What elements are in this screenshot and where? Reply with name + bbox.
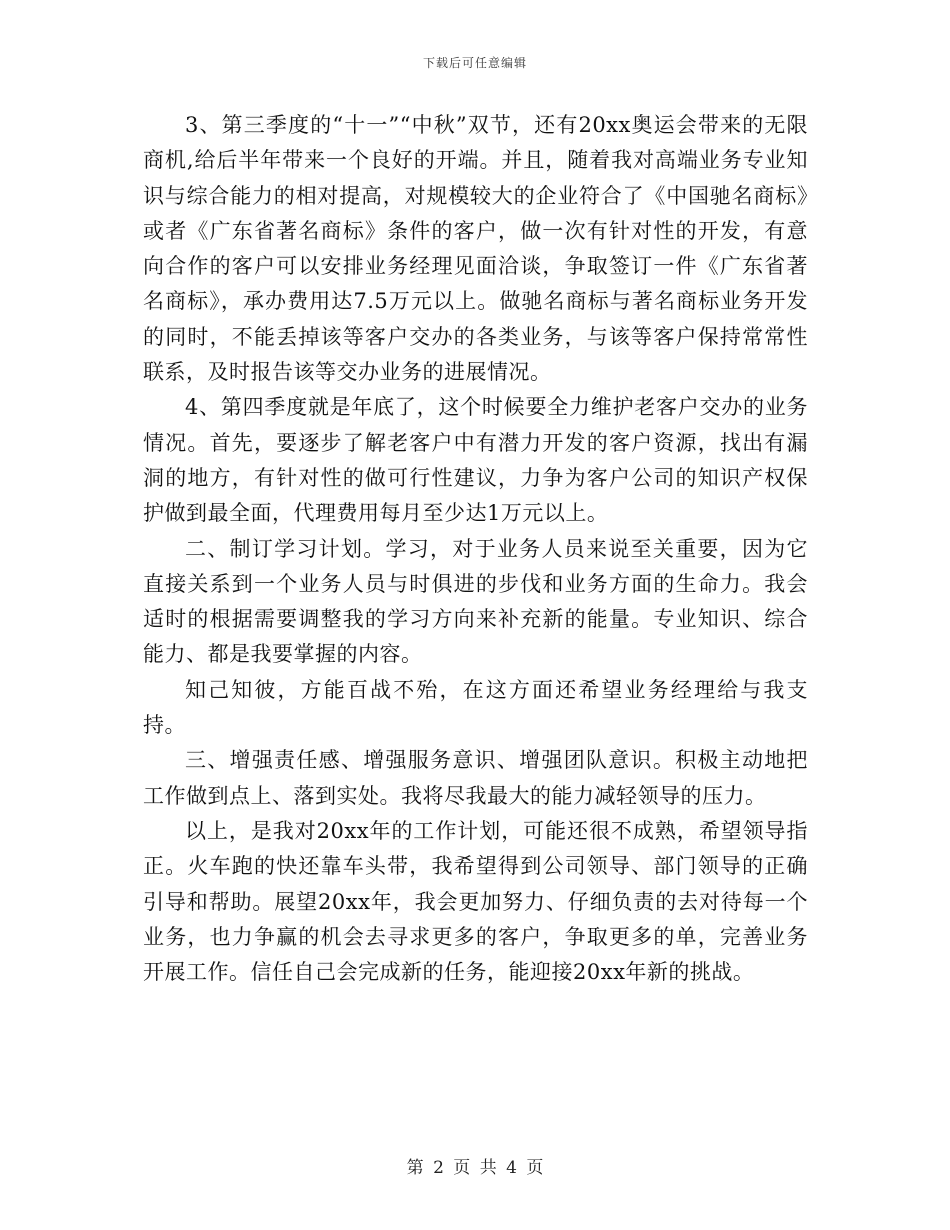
paragraph-know-yourself: 知己知彼，方能百战不殆，在这方面还希望业务经理给与我支持。 xyxy=(143,677,808,738)
page-header-note: 下载后可任意编辑 xyxy=(422,56,527,70)
paragraph-q3-plan: 3、第三季度的“十一”“中秋”双节，还有20xx奥运会带来的无限商机,给后半年带来一个良好的开端。并且，随着我对高端业务专业知识与综合能力的相对提高，对规模较大的企业符合了《中国驰名商标》或者《广东省著名商标》条件的客户，做一次有针对性的开发，有意向合作的客户可以安排业务经理见面洽谈，争取签订一件《广东省著名商标》，承办费用达7.5万元以上。做驰名商标与著名商标业务开发的同时，不能丢掉该等客户交办的各类业务，与该等客户保持常常性联系，及时报告该等交办业务的进展情况。 xyxy=(143,113,808,385)
document-body xyxy=(143,108,808,990)
paragraph-conclusion: 以上，是我对20xx年的工作计划，可能还很不成熟，希望领导指正。火车跑的快还靠车头带，我希望得到公司领导、部门领导的正确引导和帮助。展望20xx年，我会更加努力、仔细负责的去对待每一个业务，也力争赢的机会去寻求更多的客户，争取更多的单，完善业务开展工作。信任自己会完成新的任务，能迎接20xx年新的挑战。 xyxy=(143,818,808,985)
paragraph-study-plan: 二、制订学习计划。学习，对于业务人员来说至关重要，因为它直接关系到一个业务人员与时俱进的步伐和业务方面的生命力。我会适时的根据需要调整我的学习方向来补充新的能量。专业知识、综合能力、都是我要掌握的内容。 xyxy=(143,536,808,667)
paragraph-responsibility: 三、增强责任感、增强服务意识、增强团队意识。积极主动地把工作做到点上、落到实处。我将尽我最大的能力减轻领导的压力。 xyxy=(143,748,808,808)
page-number-footer: 第 2 页 共 4 页 xyxy=(406,1158,544,1178)
paragraph-q4-plan: 4、第四季度就是年底了，这个时候要全力维护老客户交办的业务情况。首先，要逐步了解老客户中有潜力开发的客户资源，找出有漏洞的地方，有针对性的做可行性建议，力争为客户公司的知识产权保护做到最全面，代理费用每月至少达1万元以上。 xyxy=(143,395,808,526)
